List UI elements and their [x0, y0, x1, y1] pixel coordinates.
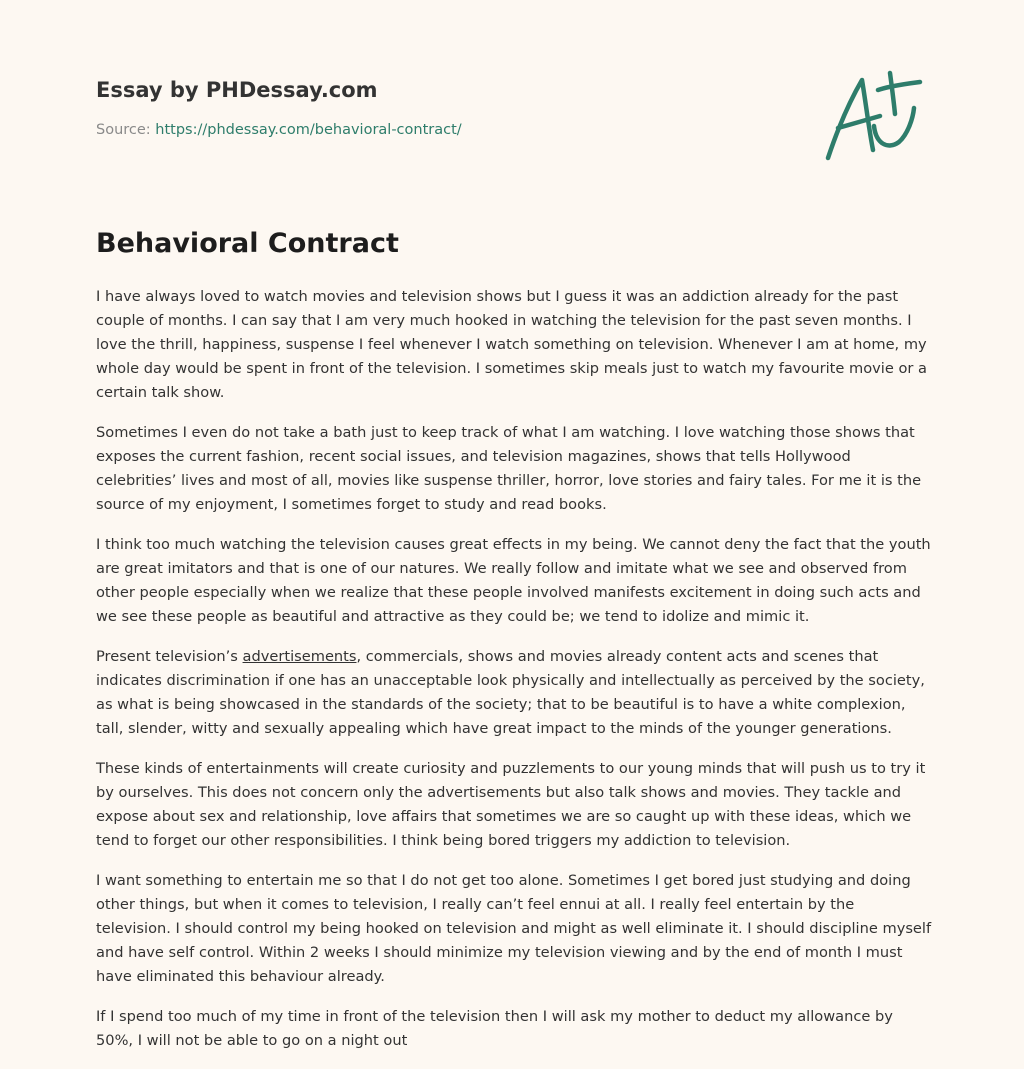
- paragraph: Sometimes I even do not take a bath just to keep track of what I am watching. I love watching those shows that exposes the current fashion, recent social issues, and television magazines, shows that tells Hollywood celebrities’ lives and most of all, movies like suspense thriller, horror, love stories and fairy tales. For me it is the source of my enjoyment, I sometimes forget to study and read books.: [96, 424, 922, 513]
- paragraph: These kinds of entertainments will create curiosity and puzzlements to our young minds that will push us to try it by ourselves. This does not concern only the advertisements but also talk shows and movies. They tackle and expose about sex and relationship, love affairs that sometimes we are so caught up with these ideas, which we tend to forget our other responsibilities. I think being bored triggers my addiction to television.: [96, 760, 926, 849]
- source-line: [96, 120, 796, 140]
- paragraph: I have always loved to watch movies and television shows but I guess it was an addiction already for the past couple of months. I can say that I am very much hooked in watching the television for the past seven months. I love the thrill, happiness, suspense I feel whenever I watch something on television. Whenever I am at home, my whole day would be spent in front of the television. I sometimes skip meals just to watch my favourite movie or a certain talk show.: [96, 288, 927, 401]
- advertisements-link[interactable]: advertisements: [242, 648, 357, 665]
- a-plus-logo-icon: [822, 68, 926, 164]
- paragraph: I want something to entertain me so that I do not get too alone. Sometimes I get bored just studying and doing other things, but when it comes to television, I really can’t feel ennui at all. I really feel entertain by the television. I should control my being hooked on television and might as well eliminate it. I should discipline myself and have self control. Within 2 weeks I should minimize my television viewing and by the end of month I must have eliminated this behaviour already.: [96, 872, 932, 985]
- paragraph-text: Present television’s: [96, 648, 243, 665]
- source-label: Source:: [96, 122, 156, 138]
- page-header: [96, 76, 796, 140]
- essay-body: [96, 285, 932, 1069]
- site-title: Essay by PHDessay.com: [96, 78, 378, 102]
- paragraph: I think too much watching the television causes great effects in my being. We cannot deny the fact that the youth are great imitators and that is one of our natures. We really follow and imitate what we see and observed from other people especially when we realize that these people involved manifests excitement in doing such acts and we see these people as beautiful and attractive as they could be; we tend to idolize and mimic it.: [96, 536, 931, 625]
- paragraph-text: , commercials, shows and movies already content acts and scenes that indicates discrimination if one has an unacceptable look physically and intellectually as perceived by the society, as what is being showcased in the standards of the society; that to be beautiful is to have a white complexion, tall, slender, witty and sexually appealing which have great impact to the minds of the younger generations.: [96, 648, 925, 737]
- paragraph: If I spend too much of my time in front of the television then I will ask my mother to deduct my allowance by 50%, I will not be able to go on a night out: [96, 1008, 893, 1049]
- source-link[interactable]: https://phdessay.com/behavioral-contract/: [155, 122, 462, 138]
- paragraph: [96, 645, 932, 741]
- document-title: Behavioral Contract: [96, 228, 399, 259]
